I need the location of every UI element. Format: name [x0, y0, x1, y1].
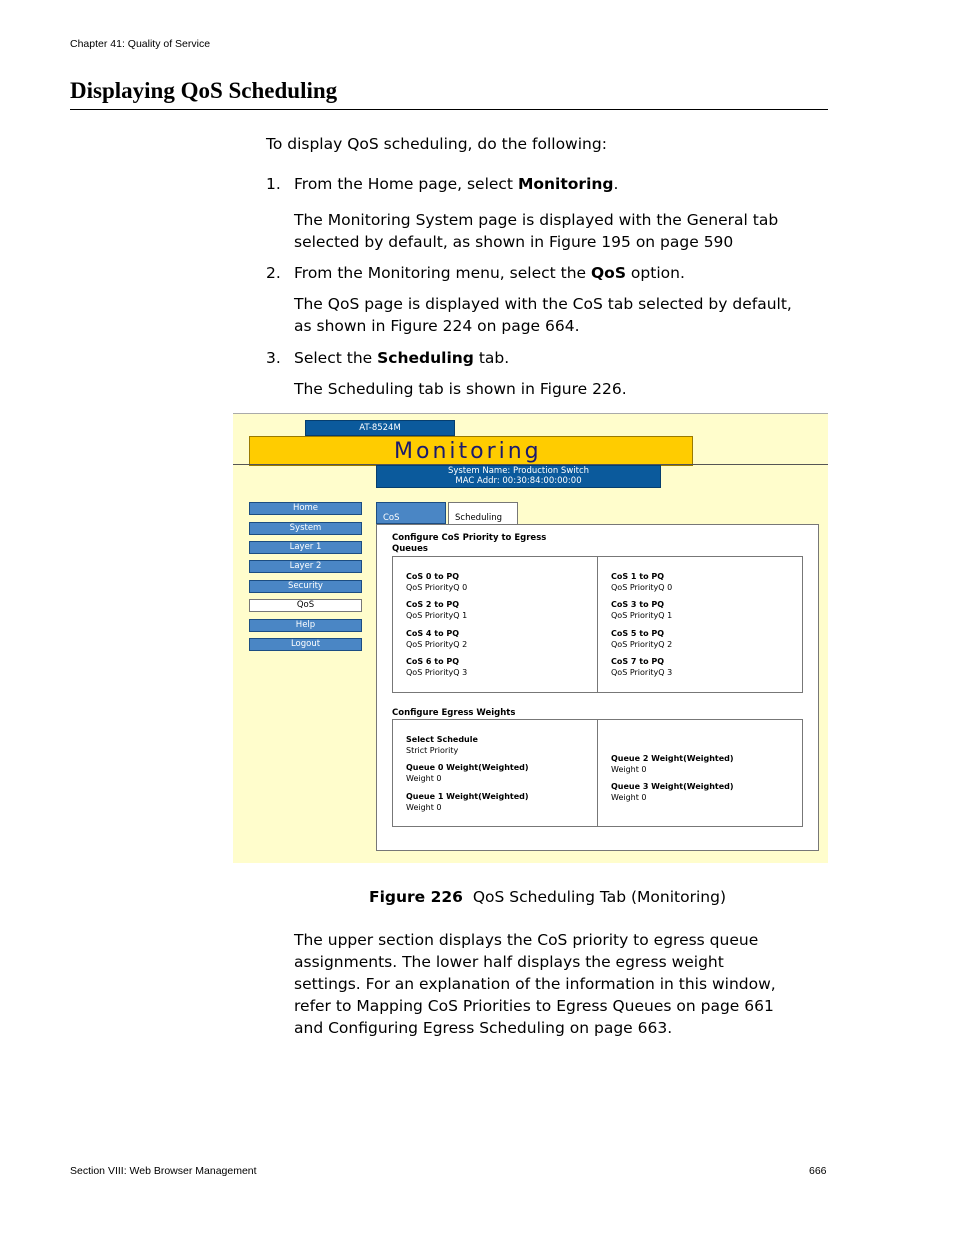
footer-page-number: 666: [809, 1165, 827, 1177]
step-1-instruction: [294, 173, 618, 195]
weight-label: Queue 2 Weight(Weighted): [611, 754, 734, 763]
cos-4-setting[interactable]: [406, 628, 467, 650]
step-text: From the Monitoring menu, select the: [294, 264, 591, 282]
cos-2-setting[interactable]: [406, 599, 467, 621]
cos-1-setting[interactable]: [611, 571, 672, 593]
nav-help-button[interactable]: Help: [249, 619, 362, 632]
nav-system-button[interactable]: System: [249, 522, 362, 535]
cos-value: QoS PriorityQ 0: [611, 583, 673, 592]
step-number: 3.: [266, 349, 281, 367]
explanation-paragraph: The upper section displays the CoS priority to egress queue assignments. The lower half displays the egress weight settings. For an explanation of the information in this window, refer to Mapping CoS Priorities to Egress Queues on page 661 and Configuring Egress Scheduling on page 663.: [294, 931, 776, 1037]
cos-label: CoS 2 to PQ: [406, 600, 460, 609]
nav-qos-button[interactable]: QoS: [249, 599, 362, 612]
weight-value: Weight 0: [406, 803, 442, 812]
cos-6-setting[interactable]: [406, 656, 467, 678]
cos-value: QoS PriorityQ 0: [406, 583, 468, 592]
cos-grid-divider: [597, 557, 598, 692]
system-info-box: [376, 465, 661, 488]
figure-caption: [369, 888, 726, 906]
weight-value: Strict Priority: [406, 746, 459, 755]
model-label: AT-8524M: [305, 420, 455, 436]
weight-label: Select Schedule: [406, 735, 478, 744]
cos-3-setting[interactable]: [611, 599, 672, 621]
weight-value: Weight 0: [406, 774, 442, 783]
running-header: Chapter 41: Quality of Service: [70, 38, 211, 50]
weight-label: Queue 1 Weight(Weighted): [406, 792, 529, 801]
step-text: Select the: [294, 349, 378, 367]
queue-0-weight-setting[interactable]: [406, 762, 529, 784]
step-2-instruction: [294, 262, 685, 284]
scheduling-panel: [376, 524, 819, 851]
step-3: [266, 347, 281, 369]
step-bold: QoS: [591, 264, 626, 282]
queue-3-weight-setting[interactable]: [611, 781, 734, 803]
step-bold: Scheduling: [377, 349, 474, 367]
intro-text: To display QoS scheduling, do the following:: [266, 135, 607, 153]
section-cos-title: [392, 533, 546, 555]
cos-value: QoS PriorityQ 2: [406, 640, 468, 649]
cos-7-setting[interactable]: [611, 656, 672, 678]
section-title: Displaying QoS Scheduling: [70, 78, 338, 103]
cos-label: CoS 3 to PQ: [611, 600, 665, 609]
caption-text: QoS Scheduling Tab (Monitoring): [472, 888, 726, 906]
tab-scheduling[interactable]: Scheduling: [448, 502, 518, 525]
queue-2-weight-setting[interactable]: [611, 753, 734, 775]
step-1-result: The Monitoring System page is displayed with the General tab selected by default, as shown in Figure 195 on page 590: [294, 211, 779, 251]
step-3-result: The Scheduling tab is shown in Figure 226.: [294, 380, 627, 398]
weight-value: Weight 0: [611, 765, 647, 774]
caption-label: Figure 226: [369, 888, 463, 906]
cos-label: CoS 6 to PQ: [406, 657, 460, 666]
system-name: System Name: Production Switch: [447, 466, 590, 476]
monitoring-banner: [249, 436, 693, 466]
step-1: [266, 173, 281, 195]
step-text-end: option.: [626, 264, 685, 282]
step-text-end: tab.: [473, 349, 510, 367]
weight-value: Weight 0: [611, 793, 647, 802]
tab-cos[interactable]: CoS: [376, 502, 446, 524]
cos-label: CoS 4 to PQ: [406, 629, 460, 638]
step-bold: Monitoring: [517, 175, 614, 193]
nav-home-button[interactable]: Home: [249, 502, 362, 515]
cos-grid: [392, 556, 803, 693]
cos-label: CoS 1 to PQ: [611, 572, 665, 581]
queue-1-weight-setting[interactable]: [406, 791, 529, 813]
weight-label: Queue 0 Weight(Weighted): [406, 763, 529, 772]
cos-label: CoS 5 to PQ: [611, 629, 665, 638]
title-rule: [70, 109, 828, 110]
step-2-result: The QoS page is displayed with the CoS tab selected by default, as shown in Figure 224 on page 664.: [294, 295, 792, 335]
cos-label: CoS 7 to PQ: [611, 657, 665, 666]
cos-0-setting[interactable]: [406, 571, 467, 593]
step-number: 1.: [266, 175, 281, 193]
section-weights-title: Configure Egress Weights: [392, 708, 516, 718]
weights-grid-divider: [597, 720, 598, 826]
nav-layer1-button[interactable]: Layer 1: [249, 541, 362, 554]
nav-layer2-button[interactable]: Layer 2: [249, 560, 362, 573]
section-cos-title-line2: Queues: [392, 544, 428, 554]
weights-grid: [392, 719, 803, 827]
weight-label: Queue 3 Weight(Weighted): [611, 782, 734, 791]
cos-value: QoS PriorityQ 3: [406, 668, 468, 677]
nav-logout-button[interactable]: Logout: [249, 638, 362, 651]
cos-value: QoS PriorityQ 2: [611, 640, 673, 649]
step-text-end: .: [613, 175, 619, 193]
cos-value: QoS PriorityQ 3: [611, 668, 673, 677]
cos-label: CoS 0 to PQ: [406, 572, 460, 581]
nav-security-button[interactable]: Security: [249, 580, 362, 593]
figure-screenshot: [233, 413, 828, 863]
step-number: 2.: [266, 264, 281, 282]
select-schedule-setting[interactable]: [406, 734, 478, 756]
cos-value: QoS PriorityQ 1: [406, 611, 468, 620]
step-2: [266, 262, 281, 284]
mac-address: MAC Addr: 00:30:84:00:00:00: [455, 476, 582, 486]
step-text: From the Home page, select: [294, 175, 518, 193]
footer-section: Section VIII: Web Browser Management: [70, 1165, 257, 1177]
cos-5-setting[interactable]: [611, 628, 672, 650]
section-cos-title-line1: Configure CoS Priority to Egress: [392, 533, 547, 543]
cos-value: QoS PriorityQ 1: [611, 611, 673, 620]
banner-title: Monitoring: [394, 439, 542, 464]
step-3-instruction: [294, 347, 509, 369]
